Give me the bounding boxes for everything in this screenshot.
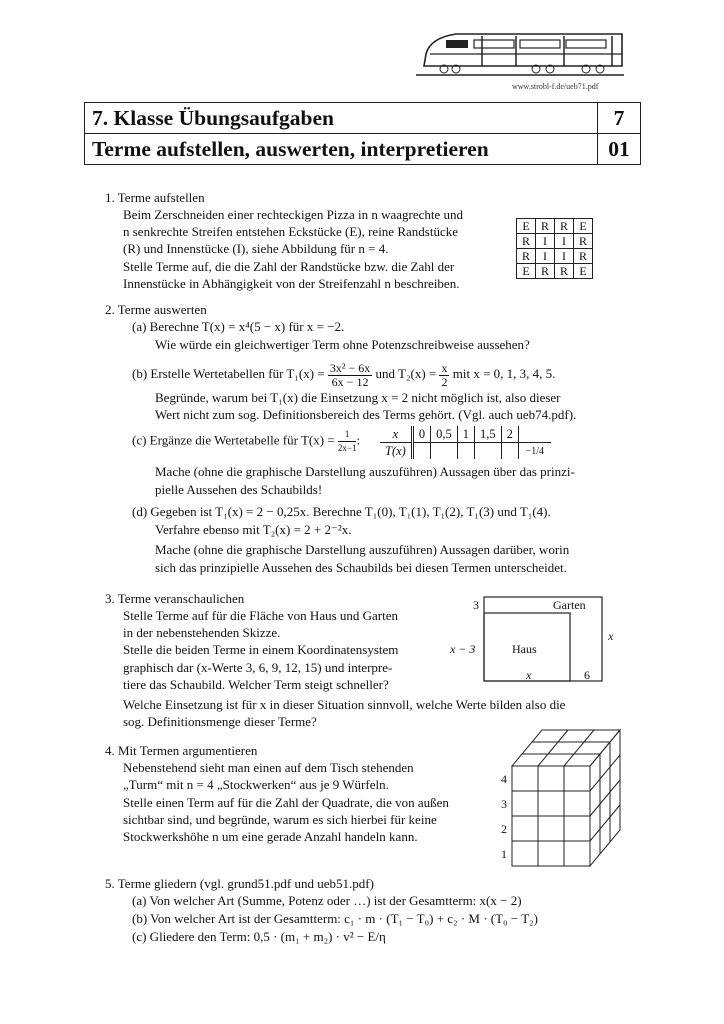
task3-heading: 3. Terme veranschaulichen [105,591,245,606]
task4-line: Nebenstehend sieht man einen auf dem Tisch stehenden [123,760,414,775]
task3-line: Welche Einsetzung ist für x in dieser Situation sinnvoll, welche Werte bilden also die [123,697,566,712]
task2a-line: (a) Berechne T(x) = x⁴(5 − x) für x = −2. [132,319,345,334]
task4-line: sichtbar sind, und begründe, warum es sich hierbei für keine [123,812,437,827]
task2b-line: Begründe, warum bei T₁(x) die Einsetzung x = 2 nicht möglich ist, also dieser [155,390,561,405]
task2b-line: (b) Erstelle Wertetabellen für T₁(x) = $\frac{\text{3x² − 6x}}{6x - 12}$ und T₂(x) = $\frac{x}{2}$ mit x = 0, 1, 3, 4, 5. [132,360,556,389]
fig-label-x-right: x [608,629,614,643]
task1-line: n senkrechte Streifen entstehen Eckstücke (E), reine Randstücke [123,224,458,239]
task4-line: Stelle einen Term auf für die Zahl der Quadrate, die von außen [123,795,449,810]
level-label: 3 [501,797,507,811]
task2-heading: 2. Terme auswerten [105,302,207,317]
task2c-line: (c) Ergänze die Wertetabelle für T(x) = $\frac{1}{2x-1}$ : [132,429,361,453]
task2c-line: Mache (ohne die graphische Darstellung auszuführen) Aussagen über das prinzi- [155,464,575,479]
task4-line: Stockwerkshöhe n um eine gerade Anzahl handeln kann. [123,829,418,844]
title-line-1: 7. Klasse Übungsaufgaben [85,103,598,134]
task4-heading: 4. Mit Termen argumentieren [105,743,258,758]
fig-label-6: 6 [584,668,590,682]
task2b-line: Wert nicht zum sog. Definitionsbereich des Terms gehört. (Vgl. auch ueb74.pdf). [155,407,577,422]
task3-line: tiere das Schaubild. Welcher Term steigt schneller? [123,677,389,692]
task1-line: (R) und Innenstücke (I), siehe Abbildung für n = 4. [123,241,389,256]
task5-line: (b) Von welcher Art ist der Gesamtterm: c₁ · m · (T₁ − T₀) + c₂ · M · (T₀ − T₂) [132,911,538,926]
title-number-1: 7 [598,103,641,134]
value-table: x 0 0,5 1 1,5 2 T(x) −1/4 [380,426,551,459]
task5-line: (c) Gliedere den Term: 0,5 · (m₁ + m₂) · v² − E/η [132,929,386,944]
level-label: 2 [501,822,507,836]
task2d-line: Mache (ohne die graphische Darstellung auszuführen) Aussagen darüber, worin [155,542,570,557]
task2d-line: sich das prinzipielle Aussehen des Schaubilds bei diesen Termen unterscheidet. [155,560,567,575]
task1-heading: 1. Terme aufstellen [105,190,205,205]
fig-label-x-minus-3: x − 3 [450,642,476,656]
fig-label-haus: Haus [512,642,537,656]
task4-line: „Turm“ mit n = 4 „Stockwerken“ aus je 9 Würfeln. [123,777,389,792]
title-line-2: Terme aufstellen, auswerten, interpretieren [85,134,598,165]
task5-line: (a) Von welcher Art (Summe, Potenz oder …) ist der Gesamtterm: x(x − 2) [132,893,522,908]
fig-label-x-bottom: x [526,668,532,682]
fig-label-3: 3 [473,598,479,612]
task3-line: Stelle die beiden Terme in einem Koordinatensystem [123,642,399,657]
task1-line: Beim Zerschneiden einer rechteckigen Pizza in n waagrechte und [123,207,464,222]
title-box [84,102,641,165]
train-icon [416,24,624,78]
task1-line: Stelle Terme auf, die die Zahl der Randstücke bzw. die Zahl der [123,259,455,274]
title-number-2: 01 [598,134,641,165]
level-label: 1 [501,847,507,861]
level-label: 4 [501,772,507,786]
task2a-line: Wie würde ein gleichwertiger Term ohne Potenzschreibweise aussehen? [155,337,530,352]
task3-line: Stelle Terme auf für die Fläche von Haus und Garten [123,608,399,623]
task2d-line: Verfahre ebenso mit T₂(x) = 2 + 2⁻²x. [155,522,352,537]
task1-line: Innenstücke in Abhängigkeit von der Streifenzahl n beschreiben. [123,276,460,291]
task2c-line: pielle Aussehen des Schaubilds! [155,482,323,497]
fig-label-garten: Garten [553,598,586,612]
source-url[interactable]: www.strobl-f.de/ueb71.pdf [512,82,599,91]
task2d-line: (d) Gegeben ist T₁(x) = 2 − 0,25x. Berechne T₁(0), T₁(1), T₁(2), T₁(3) und T₁(4). [132,504,551,519]
cube-tower [510,728,622,868]
task3-line: graphisch dar (x-Werte 3, 6, 9, 12, 15) und interpre- [123,660,393,675]
task5-heading: 5. Terme gliedern (vgl. grund51.pdf und ueb51.pdf) [105,876,374,891]
task3-line: sog. Definitionsmenge dieser Terme? [123,714,317,729]
task3-line: in der nebenstehenden Skizze. [123,625,281,640]
pizza-grid: E R R E R I I R R I I R E R R E [516,218,593,279]
